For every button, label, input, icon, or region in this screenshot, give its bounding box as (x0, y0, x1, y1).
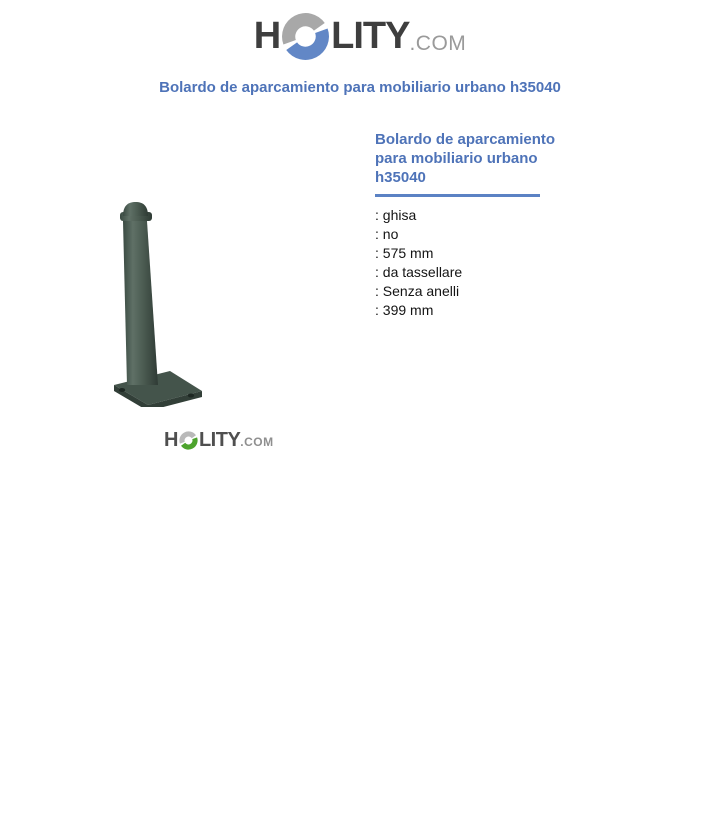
bollard-bolt-hole (119, 388, 125, 392)
product-title: Bolardo de aparcamiento para mobiliario urbano h35040 (375, 131, 556, 186)
spec-line-material: : ghisa (375, 207, 417, 223)
title-underline (375, 194, 540, 197)
bollard-column (123, 221, 158, 385)
product-info (375, 130, 575, 320)
page-title: Bolardo de aparcamiento para mobiliario urbano h35040 (159, 79, 561, 96)
spec-line-rings: : Senza anelli (375, 283, 460, 299)
logo-swirl-o-icon (281, 12, 330, 61)
spec-line-fixing: : da tassellare (375, 264, 463, 280)
product-image (60, 120, 360, 460)
bollard-bolt-hole (188, 394, 194, 398)
site-logo[interactable] (0, 11, 720, 61)
spec-line-removable: : no (375, 226, 399, 242)
spec-line-height: : 575 mm (375, 245, 434, 261)
bollard-dome (123, 202, 148, 216)
spec-list (375, 206, 575, 320)
watermark-h-text: H (164, 429, 178, 451)
watermark-swirl-o-icon (179, 431, 198, 450)
spec-line-width: : 399 mm (375, 302, 434, 318)
logo-h-text: H (253, 15, 281, 57)
watermark-logo (164, 429, 274, 451)
logo-com-text: .COM (409, 32, 467, 55)
watermark-com-text: .COM (240, 435, 274, 449)
bollard-illustration (113, 201, 203, 407)
watermark-lity-text: LITY (198, 429, 241, 451)
logo-lity-text: LITY (331, 15, 410, 57)
